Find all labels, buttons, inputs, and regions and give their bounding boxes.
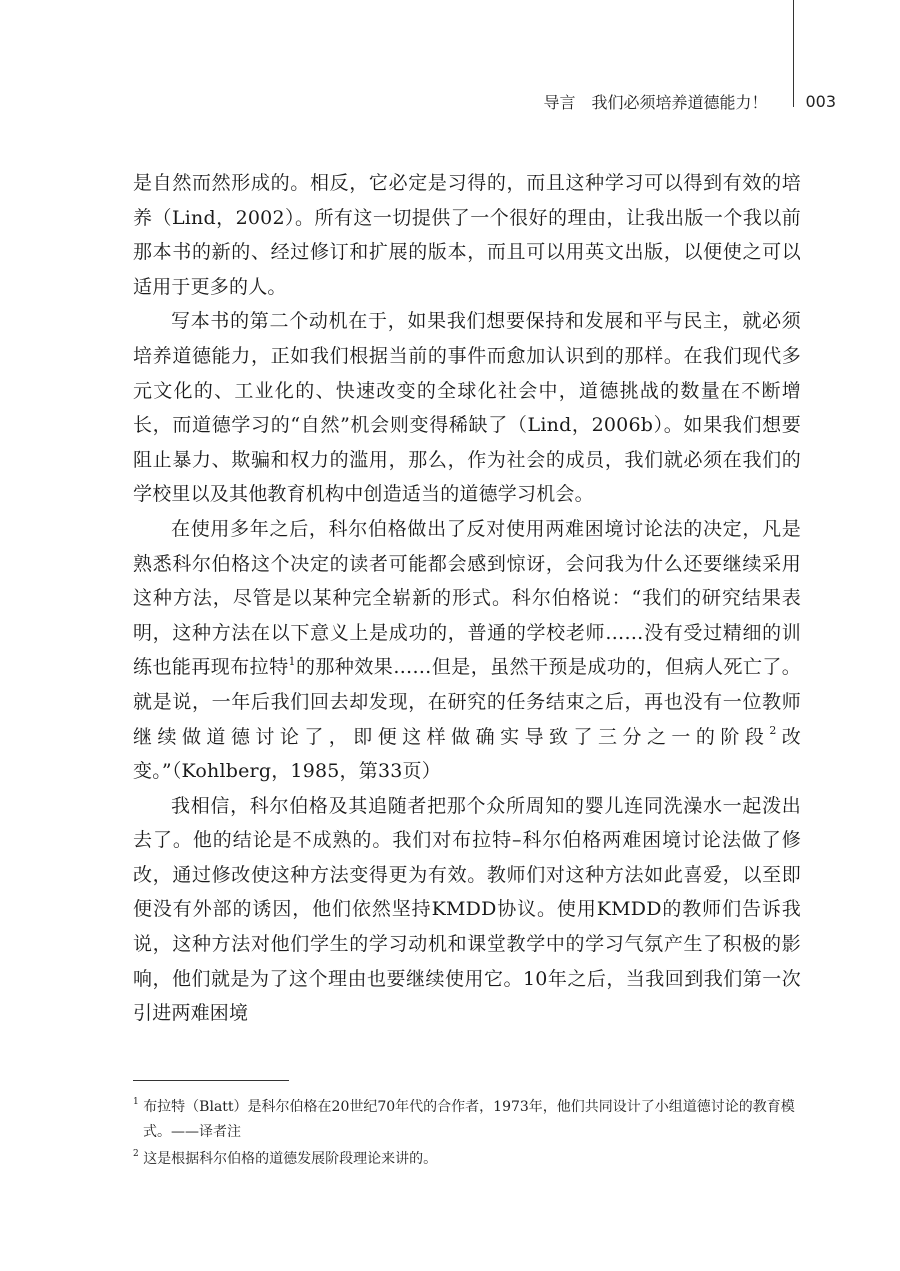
footnote-1-mark: 1 <box>133 1097 139 1108</box>
paragraph-3-part-b: 的那种效果……但是，虽然干预是成功的，但病人死亡了。就是说，一年后我们回去却发现，在研究的任务结束之后，再也没有一位教师继续做道德讨论了，即便这样做确实导致了三分之一的阶段 <box>133 656 802 748</box>
running-header <box>543 89 836 113</box>
page-number: 003 <box>805 91 836 111</box>
footnote-rule <box>133 1080 289 1081</box>
paragraph-2: 写本书的第二个动机在于，如果我们想要保持和发展和平与民主，就必须培养道德能力，正如我们根据当前的事件而愈加认识到的那样。在我们现代多元文化的、工业化的、快速改变的全球化社会中，道德挑战的数量在不断增长，而道德学习的“自然”机会则变得稀缺了（Lind，2006b）。如果我们想要阻止暴力、欺骗和权力的滥用，那么，作为社会的成员，我们就必须在我们的学校里以及其他教育机构中创造适当的道德学习机会。 <box>133 310 801 506</box>
footnote-2 <box>133 1147 801 1172</box>
footnotes <box>133 1095 801 1174</box>
footnote-2-text: 这是根据科尔伯格的道德发展阶段理论来讲的。 <box>143 1151 438 1167</box>
footnote-1-text: 布拉特（Blatt）是科尔伯格在20世纪70年代的合作者，1973年，他们共同设计了小组道德讨论的教育模式。——译者注 <box>143 1099 795 1140</box>
chapter-title: 导言 我们必须培养道德能力！ <box>543 92 768 112</box>
footnote-1 <box>133 1095 801 1145</box>
paragraph-3 <box>133 512 801 789</box>
footnote-ref-2: 2 <box>769 724 777 738</box>
footnote-ref-1: 1 <box>288 654 296 668</box>
paragraph-3-part-a: 在使用多年之后，科尔伯格做出了反对使用两难困境讨论法的决定，凡是熟悉科尔伯格这个决定的读者可能都会感到惊讶，会问我为什么还要继续采用这种方法，尽管是以某种完全崭新的形式。科尔伯格说：“我们的研究结果表明，这种方法在以下意义上是成功的，普通的学校老师……没有受过精细的训练也能再现布拉特 <box>133 517 801 679</box>
paragraph-4: 我相信，科尔伯格及其追随者把那个众所周知的婴儿连同洗澡水一起泼出去了。他的结论是不成熟的。我们对布拉特–科尔伯格两难困境讨论法做了修改，通过修改使这种方法变得更为有效。教师们对这种方法如此喜爱，以至即便没有外部的诱因，他们依然坚持KMDD协议。使用KMDD的教师们告诉我说，这种方法对他们学生的学习动机和课堂教学中的学习气氛产生了积极的影响，他们就是为了这个理由也要继续使用它。10年之后，当我回到我们第一次引进两难困境 <box>133 794 801 1025</box>
footnote-2-mark: 2 <box>133 1149 139 1160</box>
paragraph-1: 是自然而然形成的。相反，它必定是习得的，而且这种学习可以得到有效的培养（Lind，2002）。所有这一切提供了一个很好的理由，让我出版一个我以前那本书的新的、经过修订和扩展的版本，而且可以用英文出版，以便使之可以适用于更多的人。 <box>133 172 801 298</box>
body-text <box>133 166 801 1031</box>
paragraph-3-part-c: 改变。”（Kohlberg，1985，第33页） <box>133 725 802 783</box>
